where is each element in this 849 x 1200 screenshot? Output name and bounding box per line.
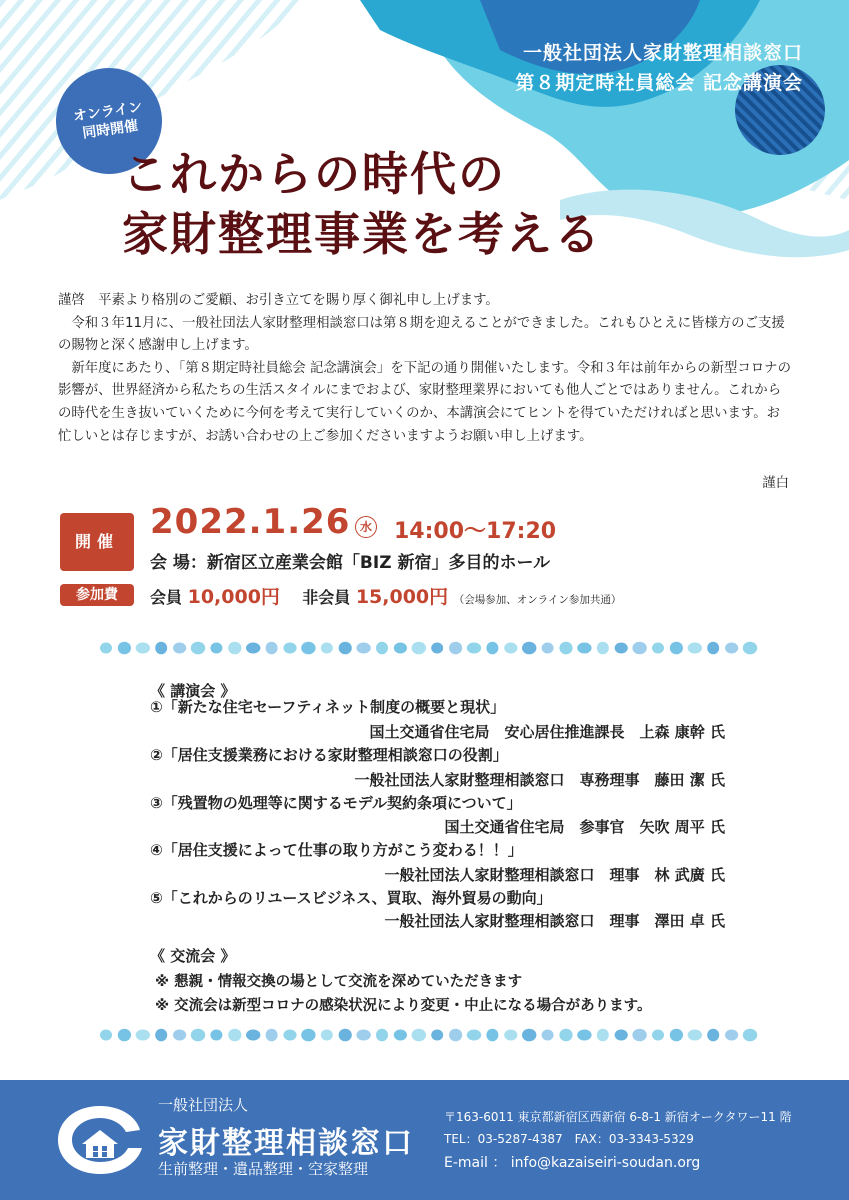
divider-dot [743,642,757,655]
divider-dot [467,643,481,654]
divider-dot [431,1030,443,1041]
divider-dot [412,642,426,655]
date-tag: 開催 [60,513,134,571]
nonmember-label: 非会員 [302,588,351,607]
footer-org-name: 家財整理相談窓口 [158,1126,414,1161]
exchange-note-2: ※ 交流会は新型コロナの感染状況により変更・中止になる場合があります。 [155,998,652,1014]
divider-dot [210,1030,222,1041]
divider-dot [210,643,222,654]
fee-tag: 参加費 [60,584,134,606]
divider-dot [266,642,278,655]
event-time: 14:00～17:20 [394,519,557,544]
divider-dot [191,1029,205,1042]
divider-dot [266,1029,278,1042]
event-subtitle: 第８期定時社員総会 記念講演会 [515,72,803,94]
intro-paragraph-2: 令和３年11月に、一般社団法人家財整理相談窓口は第８期を迎えることができました。これもひとえに皆様方のご支援の賜物と深く感謝申し上げます。 [58,315,785,354]
divider-dot [191,642,205,655]
fee-note: （会場参加、オンライン参加共通） [453,594,622,606]
divider-dot [376,642,388,655]
nonmember-fee: 15,000円 [355,586,449,608]
lecture-2-speaker: 一般社団法人家財整理相談窓口 専務理事 藤田 潔 氏 [354,771,725,789]
divider-dot [542,1030,554,1041]
divider-dot [597,642,609,655]
intro-paragraph-1: 謹啓 平素より格別のご愛顧、お引き立てを賜り厚く御礼申し上げます。 [58,293,499,308]
divider-dot [321,1030,333,1041]
divider-dot [632,642,646,655]
divider-dot [356,643,370,654]
divider-dot [486,642,498,655]
divider-dot [431,643,443,654]
divider-dot [228,1029,241,1042]
divider-dot [376,1029,388,1042]
divider-dot [100,1030,112,1041]
lecture-5-title: ⑤「これからのリユースビジネス、買取、海外貿易の動向」 [150,889,552,907]
divider-dot [394,1030,407,1041]
divider-dot [394,643,407,654]
divider-dot [597,1029,609,1042]
divider-dot [688,1030,702,1041]
divider-dot [412,1029,426,1042]
divider-dot [652,1030,664,1041]
divider-dot [283,1030,296,1041]
lecture-1-title: ①「新たな住宅セーフティネット制度の概要と現状」 [150,698,506,716]
exchange-note-1: ※ 懇親・情報交換の場として交流を深めていただきます [155,974,523,990]
footer-email: E-mail ： info@kazaiseiri-soudan.org [444,1155,701,1171]
footer-services: 生前整理・遺品整理・空家整理 [158,1160,369,1178]
lectures-heading: 《 講演会 》 [150,682,236,700]
divider-dot [339,1029,352,1042]
divider-dot [228,642,241,655]
divider-dot [118,642,131,655]
divider-dot [615,643,628,654]
divider-dot [504,643,517,654]
online-badge-line-1: オンライン [72,99,144,125]
dot-divider-top [98,640,758,656]
divider-dot [321,643,333,654]
divider-dot [615,1030,628,1041]
lecture-2-title: ②「居住支援業務における家財整理相談窓口の役割」 [150,746,508,764]
footer [0,1080,849,1200]
divider-dot [136,1030,150,1041]
divider-dot [670,642,683,655]
footer-address: 〒163-6011 東京都新宿区西新宿 6-8-1 新宿オークタワー11 階 [444,1110,792,1124]
intro-text [58,290,793,448]
divider-dot [467,1030,481,1041]
divider-dot [725,1030,738,1041]
divider-dot [743,1029,757,1042]
divider-dot [707,1029,719,1042]
main-title-line-1: これからの時代の [122,147,506,201]
exchange-heading: 《 交流会 》 [150,947,236,965]
divider-dot [577,1030,591,1041]
divider-dot [283,643,296,654]
footer-phone-fax: TEL：03-5287-4387 FAX：03-3343-5329 [444,1132,694,1146]
online-badge-line-2: 同時開催 [81,118,140,142]
divider-dot [301,1029,315,1042]
divider-dot [356,1030,370,1041]
divider-dot [136,643,150,654]
event-date: 2022.1.26 [150,502,351,542]
lecture-5-speaker: 一般社団法人家財整理相談窓口 理事 澤田 卓 氏 [384,912,725,930]
lecture-4-speaker: 一般社団法人家財整理相談窓口 理事 林 武廣 氏 [384,866,725,884]
divider-dot [632,1029,646,1042]
lecture-3-speaker: 国土交通省住宅局 参事官 矢吹 周平 氏 [444,818,725,836]
lecture-4-title: ④「居住支援によって仕事の取り方がこう変わる！！」 [150,841,523,859]
divider-dot [559,1029,572,1042]
house-logo-icon [52,1100,148,1180]
divider-dot [688,643,702,654]
divider-dot [559,642,572,655]
divider-dot [449,642,462,655]
lecture-1-speaker: 国土交通省住宅局 安心居住推進課長 上森 康幹 氏 [369,723,725,741]
divider-dot [301,642,315,655]
divider-dot [707,642,719,655]
divider-dot [339,642,352,655]
closing-word: 謹白 [762,476,789,491]
event-venue: 会 場：新宿区立産業会館「BIZ 新宿」多目的ホール [150,553,551,573]
dot-divider-bottom [98,1027,758,1043]
main-title-line-2: 家財整理事業を考える [122,207,602,261]
fee-row [150,582,621,609]
divider-dot [155,1029,167,1042]
divider-dot [449,1029,462,1042]
member-fee: 10,000円 [187,586,280,608]
divider-dot [173,1030,186,1041]
divider-dot [155,642,167,655]
divider-dot [522,642,536,655]
divider-dot [670,1029,683,1042]
divider-dot [504,1030,517,1041]
lecture-3-title: ③「残置物の処理等に関するモデル契約条項について」 [150,794,522,812]
divider-dot [725,643,738,654]
divider-dot [522,1029,536,1042]
divider-dot [173,643,186,654]
divider-dot [542,643,554,654]
divider-dot [246,1030,260,1041]
divider-dot [246,643,260,654]
divider-dot [577,643,591,654]
divider-dot [118,1029,131,1042]
organizer-name: 一般社団法人家財整理相談窓口 [522,42,803,64]
divider-dot [486,1029,498,1042]
event-weekday: 水 [355,516,377,538]
intro-paragraph-3: 新年度にあたり、「第８期定時社員総会 記念講演会」を下記の通り開催いたします。令和３年は前年からの新型コロナの影響が、世界経済から私たちの生活スタイルにまでおよび、家財整理業界においても他人ごとではありません。これからの時代を生き抜いていくために今何を考えて実行していくのか、本講演会にてヒントを得ていただければと思います。お忙しいとは存じますが、お誘い合わせの上ご参加くださいますようお願い申し上げます。 [58,360,791,444]
footer-corp-type: 一般社団法人 [158,1096,249,1114]
member-label: 会員 [150,588,183,607]
divider-dot [100,643,112,654]
divider-dot [652,643,664,654]
